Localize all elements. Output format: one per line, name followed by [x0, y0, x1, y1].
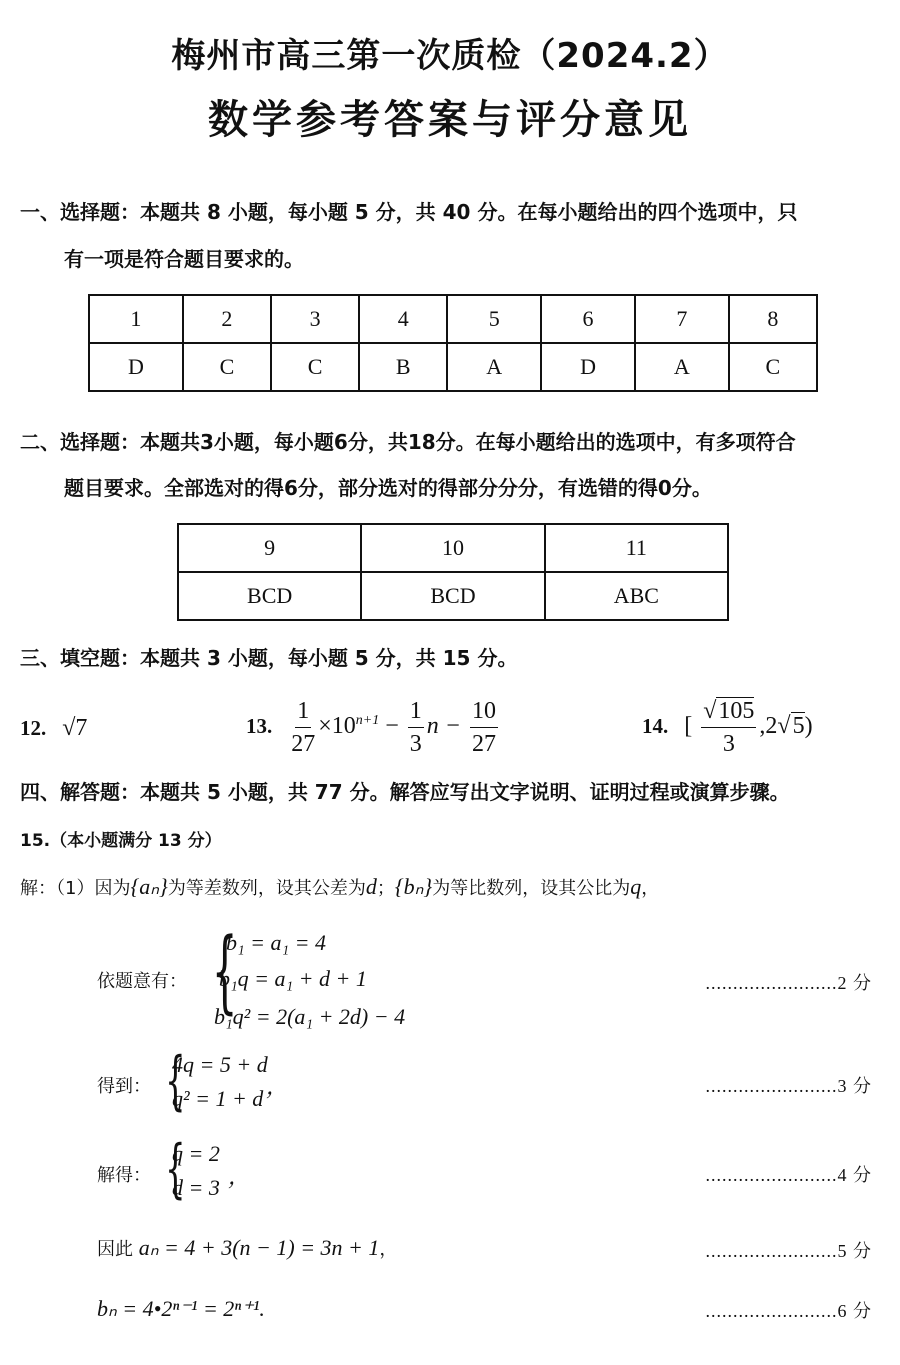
table-row-numbers	[178, 524, 728, 572]
comma-term: ,2	[759, 713, 778, 740]
table-cell: BCD	[178, 572, 361, 620]
equation: 4q = 5 + d	[172, 1052, 268, 1077]
brace-icon: {	[165, 1044, 186, 1118]
equation: d = 3	[172, 1175, 220, 1200]
solution-intro	[20, 874, 659, 900]
equation: aₙ = 4 + 3(n − 1) = 3n + 1	[138, 1235, 380, 1260]
answer-value: √7	[62, 715, 88, 741]
table-cell: B	[359, 343, 447, 391]
text: 为等差数列，设其公差为	[167, 878, 366, 899]
var-q: q	[630, 874, 642, 899]
exponent: n+1	[355, 713, 380, 729]
table-cell: 9	[178, 524, 361, 572]
table-cell: A	[635, 343, 729, 391]
numerator: √105	[701, 695, 756, 728]
minus-sign: −	[379, 713, 405, 740]
table-cell: 11	[545, 524, 728, 572]
section1-answer-table	[88, 294, 818, 392]
open-bracket: [	[684, 713, 693, 740]
text: 因此	[97, 1239, 133, 1260]
denominator: 27	[472, 731, 496, 757]
section2-heading: 二、选择题：本题共3小题，每小题6分，共18分。在每小题给出的选项中，有多项符合	[20, 430, 796, 454]
score-marker: ........................3 分	[705, 1076, 872, 1096]
denominator: 3	[722, 731, 735, 757]
section4-heading: 四、解答题：本题共 5 小题，共 77 分。解答应写出文字说明、证明过程或演算步骤。	[20, 780, 790, 804]
question-15-header: 15.（本小题满分 13 分）	[20, 831, 222, 851]
times-term: ×10	[318, 713, 356, 740]
section3-heading: 三、填空题：本题共 3 小题，每小题 5 分，共 15 分。	[20, 646, 518, 670]
table-cell: 2	[183, 295, 271, 343]
equation: bₙ = 4•2ⁿ⁻¹ = 2ⁿ⁺¹.	[97, 1296, 265, 1321]
equation: q = 2	[172, 1141, 220, 1166]
question-number: 12.	[20, 716, 47, 740]
score-marker: ........................4 分	[705, 1165, 872, 1185]
section2-heading-cont: 题目要求。全部选对的得6分，部分选对的得部分分分，有选错的得0分。	[64, 476, 712, 500]
equation-tail: ，	[228, 1164, 251, 1189]
var-d: d	[365, 874, 377, 899]
table-cell: 7	[635, 295, 729, 343]
brace-icon: {	[211, 919, 238, 1024]
table-cell: 4	[359, 295, 447, 343]
step3-label: 解得：	[97, 1165, 151, 1186]
question-number: 13.	[246, 714, 273, 739]
table-cell: 10	[361, 524, 544, 572]
table-cell: A	[447, 343, 541, 391]
table-cell: 3	[271, 295, 359, 343]
numerator: 1	[408, 695, 424, 728]
sequence-b: {bₙ}	[394, 874, 433, 899]
equation-tail: ，	[266, 1074, 289, 1099]
answer-12	[20, 715, 87, 742]
score-marker: ........................6 分	[705, 1301, 872, 1321]
section2-answer-table	[177, 523, 729, 621]
fraction	[291, 695, 315, 760]
section1-heading: 一、选择题：本题共 8 小题，每小题 5 分，共 40 分。在每小题给出的四个选项中，只	[20, 200, 798, 224]
close-bracket: )	[804, 713, 813, 740]
text: ，	[641, 878, 660, 899]
table-cell: BCD	[361, 572, 544, 620]
table-row-numbers	[89, 295, 817, 343]
text: 解：（1）因为	[20, 878, 131, 899]
page-title: 梅州市高三第一次质检（2024.2）	[171, 36, 729, 76]
brace-icon: {	[165, 1132, 186, 1206]
denominator: 3	[409, 731, 422, 757]
fraction	[470, 695, 498, 760]
table-cell: C	[729, 343, 817, 391]
step5-line	[97, 1296, 265, 1322]
equation: b₁q = a₁ + d + 1	[219, 966, 367, 991]
step2-label: 得到：	[97, 1076, 151, 1097]
equation: b₁ = a₁ = 4	[226, 930, 326, 955]
score-marker: ........................2 分	[705, 973, 872, 993]
table-cell: 6	[541, 295, 635, 343]
step1-label: 依题意有：	[97, 971, 187, 992]
table-cell: 5	[447, 295, 541, 343]
radicand: 105	[718, 698, 755, 724]
fraction	[701, 695, 756, 760]
text: ，	[379, 1239, 398, 1260]
equation: b₁q² = 2(a₁ + 2d) − 4	[214, 1004, 406, 1029]
fraction	[408, 695, 424, 760]
table-cell: C	[271, 343, 359, 391]
numerator: 10	[470, 695, 498, 728]
text: 为等比数列，设其公比为	[432, 878, 631, 899]
answer-14: 14. [ $\frac{√105}{3}$ ,2√5)	[642, 695, 813, 760]
text: ；	[376, 878, 395, 899]
table-cell: 1	[89, 295, 183, 343]
denominator: 27	[291, 731, 316, 757]
section1-heading-cont: 有一项是符合题目要求的。	[64, 247, 304, 271]
table-cell: 8	[729, 295, 817, 343]
table-cell: ABC	[545, 572, 728, 620]
radicand: 5	[792, 713, 805, 740]
table-cell: D	[89, 343, 183, 391]
score-marker: ........................5 分	[705, 1241, 872, 1261]
table-row-answers	[178, 572, 728, 620]
step4-line	[97, 1235, 397, 1261]
table-cell: C	[183, 343, 271, 391]
numerator: 1	[295, 695, 311, 728]
table-cell: D	[541, 343, 635, 391]
n-term: n −	[426, 713, 467, 740]
answer-13	[246, 695, 501, 760]
equation: q² = 1 + d	[172, 1086, 264, 1111]
page-subtitle: 数学参考答案与评分意见	[208, 97, 692, 143]
sequence-a: {aₙ}	[130, 874, 168, 899]
table-row-answers	[89, 343, 817, 391]
question-number: 14.	[642, 714, 669, 739]
